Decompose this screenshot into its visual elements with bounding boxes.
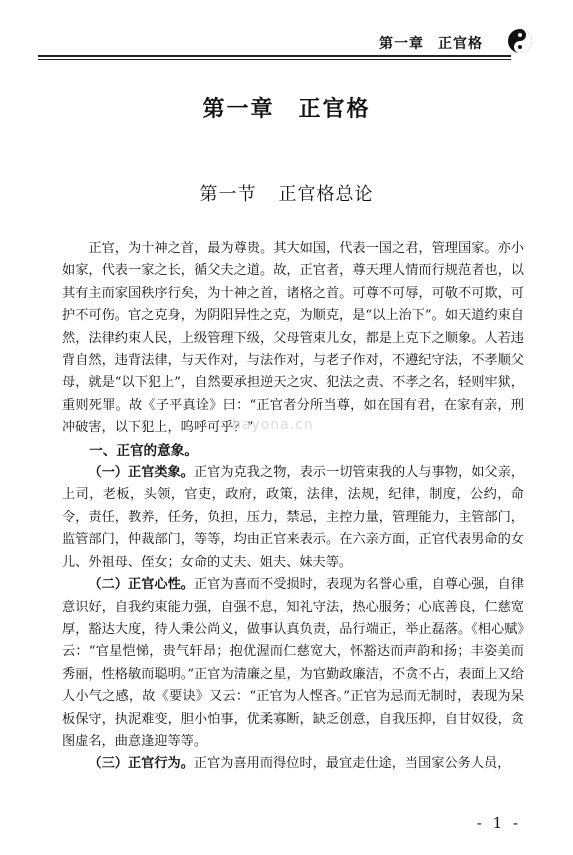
header-rule [38, 55, 511, 57]
chapter-name: 正官格 [298, 97, 371, 122]
yin-yang-icon [507, 28, 533, 54]
paragraph-item [62, 753, 524, 775]
section-title [0, 180, 573, 206]
paragraph-item [62, 574, 524, 753]
watermark: hayona.cn [232, 417, 314, 433]
body-text [62, 238, 524, 776]
item-label: （一）正官类象。 [88, 465, 194, 481]
page-number: - 1 - [476, 814, 521, 832]
section-number: 第一节 [199, 184, 257, 205]
paragraph-item [62, 462, 524, 574]
header-rule-thin [38, 59, 511, 60]
item-text: 正官为克我之物，表示一切管束我的人与事物，如父亲，上司，老板，头领，官吏，政府，政策，法律，法规，纪律，制度，公约，命令，责任，教养，任务，负担，压力，禁忌，主控力量，管理能力，主管部门，监管部门，仲裁部门，等等，均由正官来表示。在六亲方面，正官代表男命的女儿、外祖母、侄女；女命的丈夫、姐夫、妹夫等。 [62, 465, 525, 570]
item-label: （二）正官心性。 [88, 577, 194, 593]
running-header [0, 0, 573, 70]
header-chapter: 第一章 [379, 36, 424, 52]
item-label: （三）正官行为。 [88, 756, 194, 772]
section-name: 正官格总论 [278, 184, 374, 205]
header-title: 正官格 [438, 36, 483, 52]
chapter-number: 第一章 [202, 97, 275, 122]
item-text: 正官为喜而不受损时，表现为名誉心重，自尊心强，自律意识好，自我约束能力强，自强不息，知礼守法，热心服务；心底善良，仁慈宽厚，豁达大度，待人秉公尚义，做事认真负责，品行端正，举止磊落。《相心赋》云：“官星恺悌，贵气轩昂；抱优渥而仁慈宽大，怀豁达而声韵和扬；丰姿美而秀丽，性格敏而聪明。”正官为清廉之星，为官勤政廉洁，不贪不占，表面上又给人小气之感，故《要诀》又云：“正官为人悭吝。”正官为忌而无制时，表现为呆板保守，执泥难变，胆小怕事，优柔寡断，缺乏创意，自我压抑，自甘奴役，贪图虚名，曲意逢迎等等。 [62, 577, 525, 749]
item-text: 正官为喜用而得位时，最宜走仕途，当国家公务人员， [193, 756, 511, 772]
subheading: 一、正官的意象。 [89, 442, 198, 459]
intro-paragraph: 正官，为十神之首，最为尊贵。其大如国，代表一国之君，管理国家。亦小如家，代表一家之长，循父夫之道。故，正官者，尊天理人情而行规范者也，以其有主而家国秩序行矣，为十神之首，诸格之首。可尊不可辱，可敬不可欺，可护不可伤。官之克身，为阴阳异性之克，为顺克，是“以上治下”。如天道约束自然，法律约束人民，上级管理下级，父母管束儿女，都是上克下之顺象。人若违背自然，违背法律，与天作对，与法作对，与老子作对，不遵纪守法，不孝顺父母，就是“以下犯上”，自然要承担逆天之灾、犯法之责、不孝之名，轻则牢狱，重则死罪。故《子平真诠》曰：“正官者分所当尊，如在国有君，在家有亲，刑冲破害，以下犯上，呜呼可乎？” [62, 241, 524, 436]
running-header-text [379, 33, 483, 53]
chapter-title [0, 92, 573, 123]
